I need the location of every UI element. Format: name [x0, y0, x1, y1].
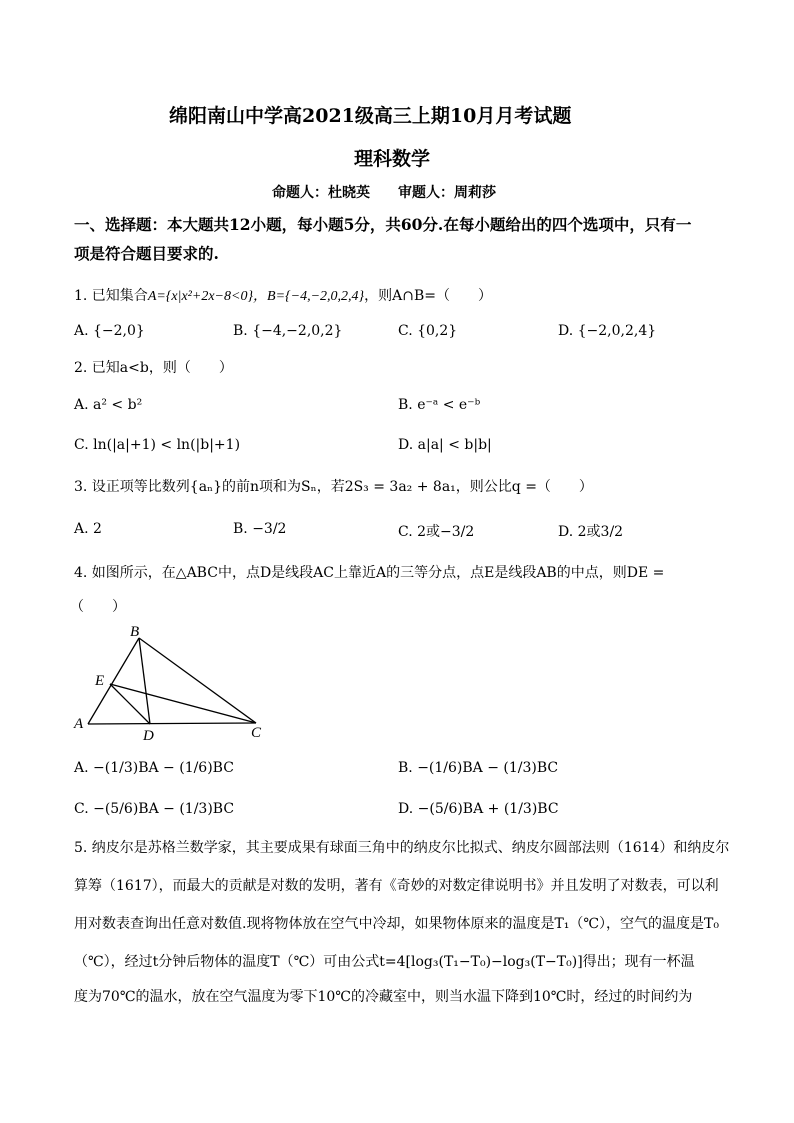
q4-answer-blank: （ ） — [70, 599, 126, 615]
label-D: D — [143, 728, 154, 744]
label-C: C — [251, 725, 262, 741]
question-5-line2: 算筹（1617），而最大的贡献是对数的发明，著有《奇妙的对数定律说明书》并且发明了对数表，可以利 — [74, 878, 719, 894]
segment-AC — [88, 723, 256, 724]
question-5-line3: 用对数表查询出任意对数值.现将物体放在空气中冷却，如果物体原来的温度是T₁（℃），空气的温度是T₀ — [74, 916, 720, 932]
q3-option-b[interactable]: B. −3/2 — [233, 521, 287, 537]
q1-option-b[interactable]: B. {−4,−2,0,2} — [233, 323, 343, 339]
question-1 — [74, 289, 492, 304]
q1-option-c[interactable]: C. {0,2} — [398, 323, 458, 339]
question-5-line1: 5. 纳皮尔是苏格兰数学家，其主要成果有球面三角中的纳皮尔比拟式、纳皮尔圆部法则（1614）和纳皮尔 — [74, 840, 730, 856]
label-E: E — [95, 673, 105, 689]
q4-option-d[interactable]: D. −(5/6)BA + (1/3)BC — [398, 801, 559, 817]
q1-prefix: 1. 已知集合 — [74, 288, 148, 304]
question-4: 4. 如图所示，在△ABC中，点D是线段AC上靠近A的三等分点，点E是线段AB的中点，则DE = — [74, 565, 665, 581]
question-5-line5: 度为70℃的温水，放在空气温度为零下10℃的冷藏室中，则当水温下降到10℃时，经过的时间约为 — [74, 989, 693, 1005]
triangle-diagram — [66, 624, 276, 744]
q3-option-a[interactable]: A. 2 — [74, 521, 102, 537]
question-2: 2. 已知a<b，则（ ） — [74, 360, 233, 376]
question-5-line4: （℃），经过t分钟后物体的温度T（℃）可由公式t=4[log₃(T₁−T₀)−log₃(T−T₀)]得出；现有一杯温 — [74, 954, 695, 970]
q4-option-b[interactable]: B. −(1/6)BA − (1/3)BC — [398, 760, 559, 776]
q4-option-c[interactable]: C. −(5/6)BA − (1/3)BC — [74, 801, 235, 817]
q3-option-c[interactable]: C. 2或−3/2 — [398, 524, 475, 540]
segment-EC — [110, 684, 256, 723]
exam-title: 绵阳南山中学高2021级高三上期10月月考试题 — [169, 105, 572, 127]
q3-option-d[interactable]: D. 2或3/2 — [558, 524, 624, 540]
q4-option-a[interactable]: A. −(1/3)BA − (1/6)BC — [74, 760, 234, 776]
segment-BD — [139, 638, 150, 724]
exam-subtitle: 理科数学 — [354, 148, 431, 170]
section-heading-line2: 项是符合题目要求的. — [74, 244, 219, 263]
question-3: 3. 设正项等比数列{aₙ}的前n项和为Sₙ，若2S₃ = 3a₂ + 8a₁，则公比q =（ ） — [74, 479, 593, 495]
q1-set-a: A={x|x²+2x−8<0} — [147, 289, 254, 304]
q1-set-b: ，B={−4,−2,0,2,4} — [253, 289, 365, 304]
q2-option-d[interactable]: D. a|a| < b|b| — [398, 437, 492, 453]
q1-suffix: ，则A∩B=（ ） — [364, 288, 492, 304]
segment-BC — [139, 638, 256, 723]
label-A: A — [74, 716, 84, 732]
q1-option-d[interactable]: D. {−2,0,2,4} — [558, 323, 657, 339]
section-heading-line1: 一、选择题：本大题共12小题，每小题5分，共60分.在每小题给出的四个选项中，只有一 — [74, 215, 692, 234]
label-B: B — [130, 624, 140, 640]
q2-option-b[interactable]: B. e⁻ᵃ < e⁻ᵇ — [398, 397, 481, 413]
exam-authors: 命题人：杜晓英 审题人：周莉莎 — [272, 185, 496, 201]
q1-option-a[interactable]: A. {−2,0} — [74, 323, 145, 339]
q2-option-a[interactable]: A. a² < b² — [74, 397, 143, 413]
q2-option-c[interactable]: C. ln(|a|+1) < ln(|b|+1) — [74, 437, 241, 453]
